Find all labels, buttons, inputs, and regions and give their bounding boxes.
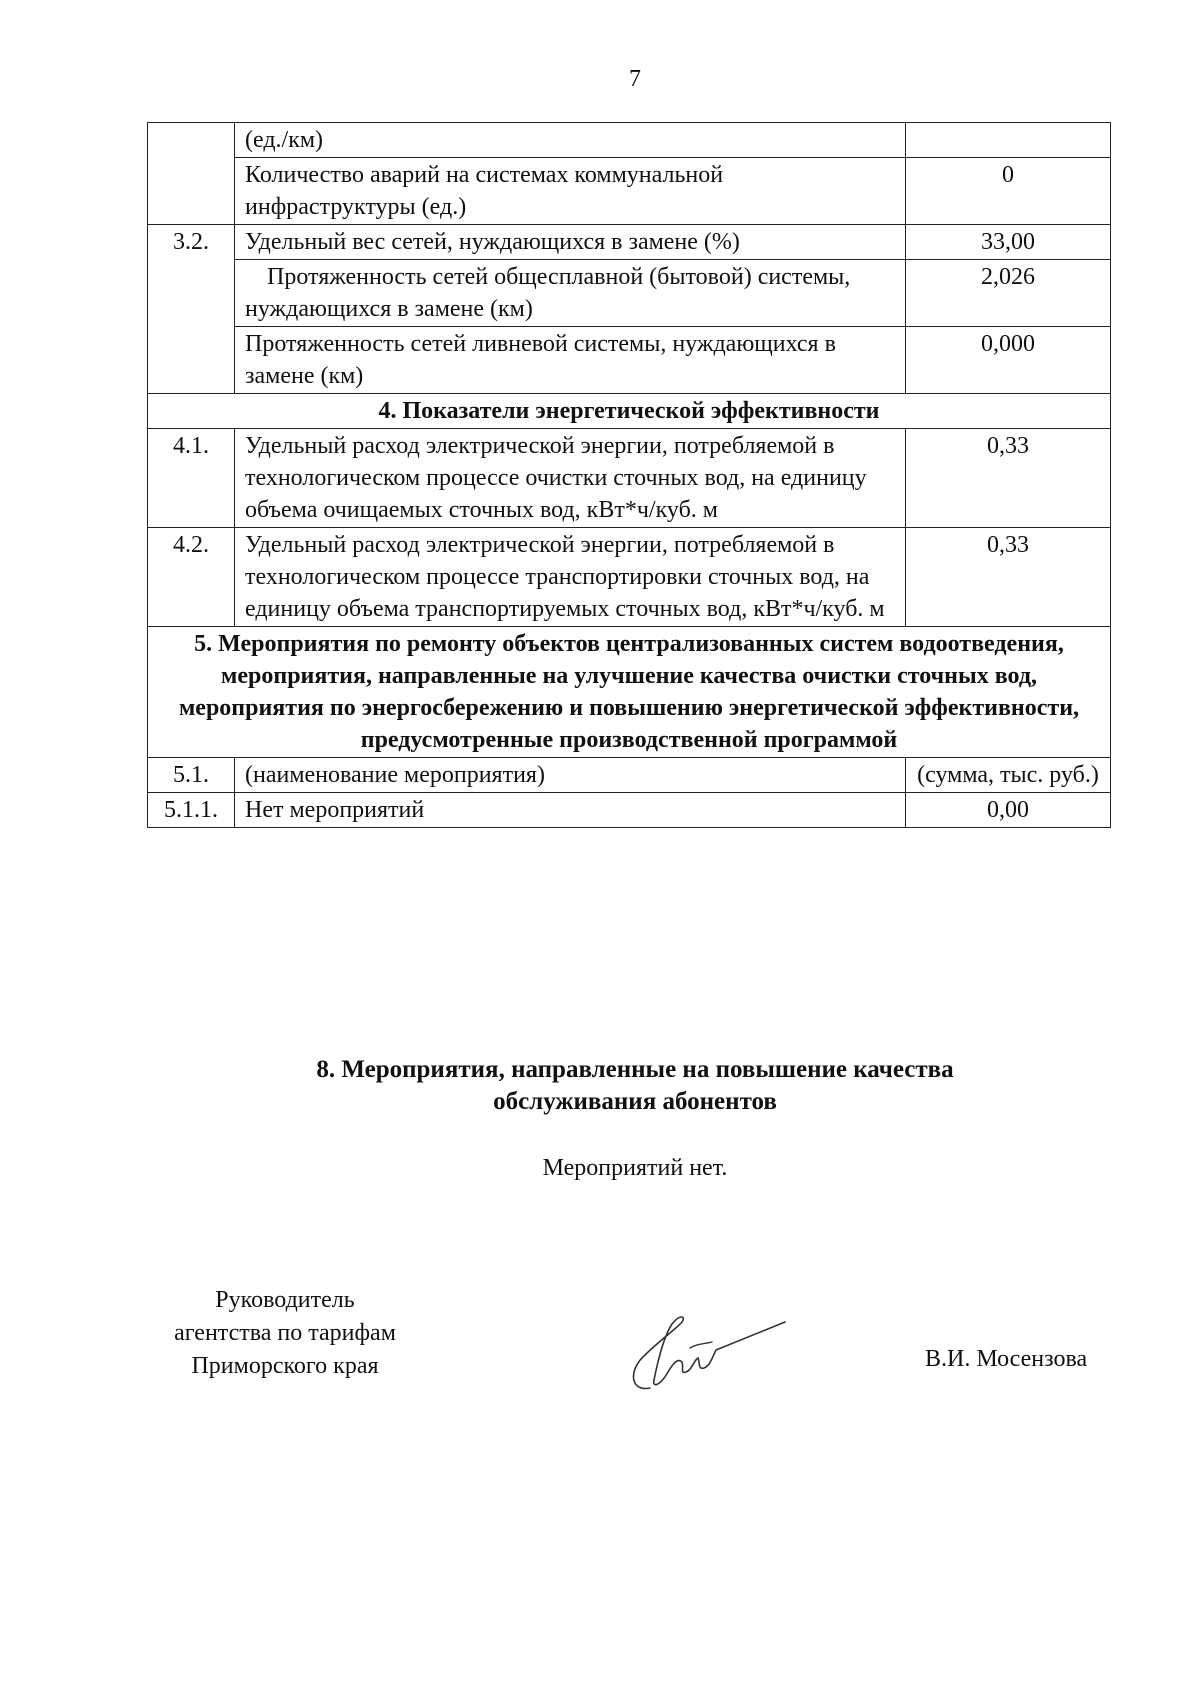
position-line: Приморского края (191, 1353, 379, 1379)
row-value: 0,000 (906, 327, 1111, 394)
table-row (148, 758, 1111, 793)
row-value: 2,026 (906, 260, 1111, 327)
section-8-text: Мероприятий нет. (542, 1155, 728, 1181)
row-description: Удельный вес сетей, нуждающихся в замене (%) (235, 225, 906, 260)
table-row (148, 429, 1111, 528)
row-number (148, 123, 235, 225)
row-description: (ед./км) (235, 123, 906, 158)
row-description: (наименование мероприятия) (235, 758, 906, 793)
table-row (148, 793, 1111, 828)
signatory-position (145, 1284, 425, 1383)
position-line: агентства по тарифам (174, 1320, 396, 1346)
table-row (148, 158, 1111, 225)
section-row (148, 627, 1111, 758)
table-row (148, 327, 1111, 394)
row-number: 4.2. (148, 528, 235, 627)
table-row (148, 123, 1111, 158)
section-heading: 5. Мероприятия по ремонту объектов централизованных систем водоотведения, мероприятия, направленные на улучшение качества очистки сточных вод, мероприятия по энергосбережению и повышению энергетической эффективности, предусмотренные производственной программой (148, 627, 1111, 758)
row-number: 3.2. (148, 225, 235, 394)
section-row (148, 394, 1111, 429)
row-description: Протяженность сетей ливневой системы, нуждающихся в замене (км) (235, 327, 906, 394)
row-description: Удельный расход электрической энергии, потребляемой в технологическом процессе очистки сточных вод, на единицу объема очищаемых сточных вод, кВт*ч/куб. м (235, 429, 906, 528)
row-number: 5.1.1. (148, 793, 235, 828)
table-row (148, 528, 1111, 627)
signatory-name: В.И. Мосензова (925, 1346, 1088, 1372)
row-description: Количество аварий на системах коммунальной инфраструктуры (ед.) (235, 158, 906, 225)
section-heading: 4. Показатели энергетической эффективности (148, 394, 1111, 429)
row-description (235, 260, 906, 327)
row-number: 4.1. (148, 429, 235, 528)
row-value (906, 123, 1111, 158)
row-description: Нет мероприятий (235, 793, 906, 828)
row-value: 0,33 (906, 528, 1111, 627)
row-value: 33,00 (906, 225, 1111, 260)
table-row (148, 260, 1111, 327)
page-number: 7 (629, 66, 641, 92)
row-value: 0,00 (906, 793, 1111, 828)
section-8-title (0, 1054, 1200, 1118)
row-number: 5.1. (148, 758, 235, 793)
row-description-text: Протяженность сетей общесплавной (бытовой) системы, нуждающихся в замене (км) (245, 264, 851, 322)
table-row (148, 225, 1111, 260)
row-value: 0,33 (906, 429, 1111, 528)
section-8-title-line: 8. Мероприятия, направленные на повышение качества (316, 1056, 954, 1083)
position-line: Руководитель (215, 1287, 355, 1313)
handwritten-signature (620, 1300, 790, 1400)
row-value: (сумма, тыс. руб.) (906, 758, 1111, 793)
row-description: Удельный расход электрической энергии, потребляемой в технологическом процессе транспортировки сточных вод, на единицу объема транспортируемых сточных вод, кВт*ч/куб. м (235, 528, 906, 627)
section-8-title-line: обслуживания абонентов (493, 1088, 777, 1115)
indicators-table (147, 122, 1111, 828)
row-value: 0 (906, 158, 1111, 225)
